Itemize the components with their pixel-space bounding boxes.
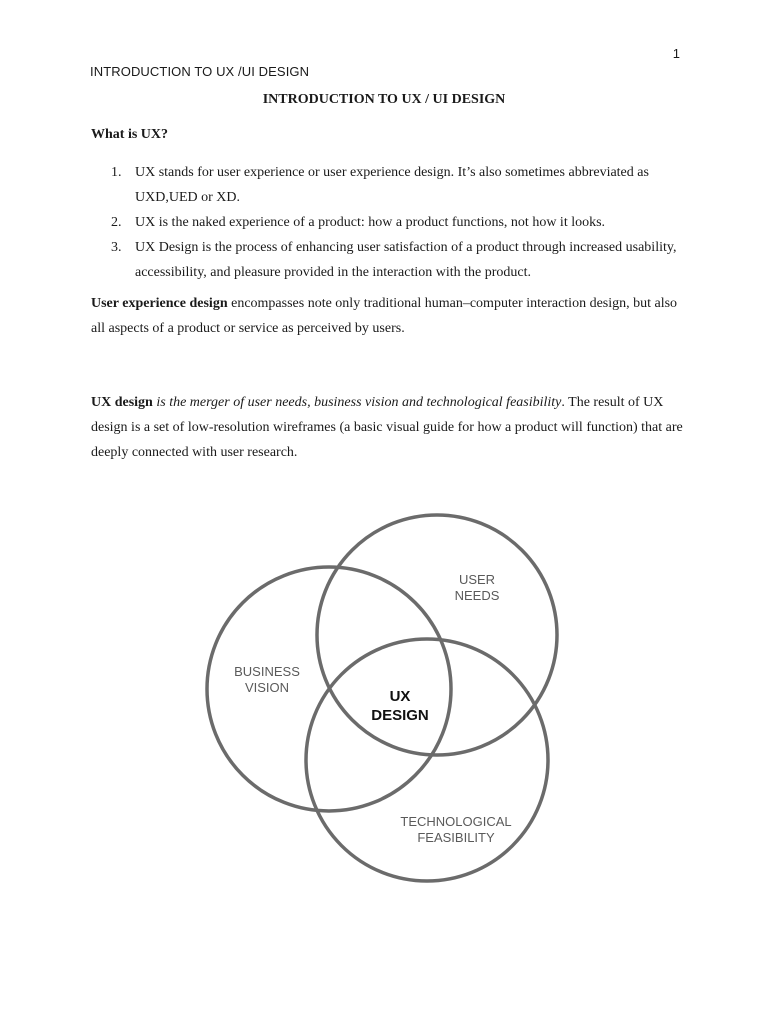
ux-venn-diagram bbox=[190, 505, 570, 905]
running-head: INTRODUCTION TO UX /UI DESIGN bbox=[90, 64, 310, 79]
section-heading: What is UX? bbox=[91, 127, 169, 142]
bold-term: UX design bbox=[91, 395, 153, 410]
document-title: INTRODUCTION TO UX / UI DESIGN bbox=[262, 92, 506, 107]
business-vision-label-line1: BUSINESS bbox=[234, 664, 300, 679]
technological-feasibility-label-line1: TECHNOLOGICAL bbox=[400, 814, 512, 829]
bold-term: User experience design bbox=[91, 296, 228, 311]
technological-feasibility-label-line2: FEASIBILITY bbox=[417, 830, 495, 845]
list-number: 1. bbox=[111, 165, 122, 180]
list-item bbox=[91, 160, 691, 210]
page-number: 1 bbox=[672, 46, 680, 61]
ux-design-center-label-line1: UX bbox=[389, 688, 411, 705]
paragraph-text: . The result of UX design is a set of low-resolution wireframes (a basic visual guide for how a product will function) that are deeply connected with user research. bbox=[91, 395, 683, 460]
ux-definition-list bbox=[91, 160, 691, 285]
list-item bbox=[91, 210, 691, 235]
business-vision-label-line2: VISION bbox=[244, 680, 290, 695]
list-number: 2. bbox=[111, 215, 122, 230]
list-number: 3. bbox=[111, 240, 122, 255]
list-text: UX Design is the process of enhancing user satisfaction of a product through increased usability, accessibility, and pleasure provided in the interaction with the product. bbox=[135, 240, 677, 280]
italic-phrase: is the merger of user needs, business vision and technological feasibility bbox=[152, 395, 562, 410]
paragraph-text: encompasses note only traditional human–computer interaction design, but also all aspects of a product or service as perceived by users. bbox=[91, 296, 678, 336]
paragraph-ux-design bbox=[91, 390, 691, 465]
ux-design-center-label-line2: DESIGN bbox=[371, 707, 429, 724]
user-needs-label-line2: NEEDS bbox=[454, 588, 500, 603]
user-needs-label-line1: USER bbox=[458, 572, 496, 587]
paragraph-user-experience-design bbox=[91, 291, 691, 341]
list-text: UX is the naked experience of a product: how a product functions, not how it looks. bbox=[135, 215, 606, 230]
list-item bbox=[91, 235, 691, 285]
list-text: UX stands for user experience or user experience design. It’s also sometimes abbreviated as UXD,UED or XD. bbox=[135, 165, 649, 205]
